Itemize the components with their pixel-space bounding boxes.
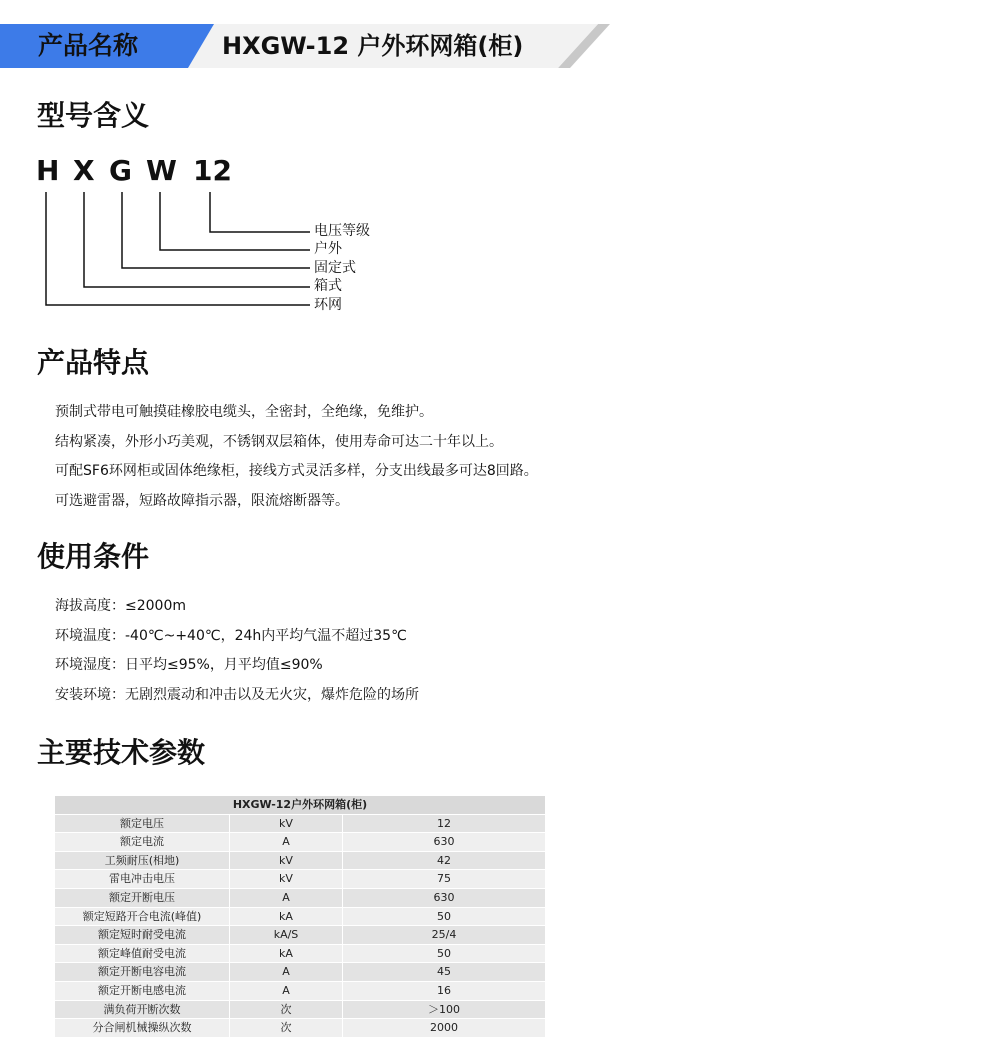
- table-row: [55, 888, 545, 907]
- spec-unit: kA/S: [230, 926, 343, 945]
- spec-param-name: 额定短路开合电流(峰值): [55, 907, 230, 926]
- model-letter-w: W: [146, 154, 177, 187]
- spec-unit: kV: [230, 870, 343, 889]
- spec-param-name: 额定开断电感电流: [55, 981, 230, 1000]
- specs-title: 主要技术参数: [37, 736, 206, 769]
- meaning-outdoor: 户外: [314, 241, 342, 257]
- model-letter-h: H: [36, 154, 60, 187]
- spec-value: 50: [343, 907, 546, 926]
- conditions-title: 使用条件: [37, 540, 150, 573]
- spec-table-title: HXGW-12户外环网箱(柜): [55, 796, 545, 814]
- spec-param-name: 额定峰值耐受电流: [55, 944, 230, 963]
- model-diagram: [0, 150, 420, 325]
- product-name-banner: [0, 24, 610, 68]
- model-letter-12: 12: [193, 154, 232, 187]
- spec-unit: A: [230, 888, 343, 907]
- spec-unit: 次: [230, 1000, 343, 1019]
- spec-param-name: 满负荷开断次数: [55, 1000, 230, 1019]
- condition-item: 海拔高度：≤2000m: [55, 598, 186, 614]
- spec-unit: A: [230, 833, 343, 852]
- meaning-fixed: 固定式: [314, 260, 356, 276]
- spec-value: 50: [343, 944, 546, 963]
- features-list: [55, 398, 538, 516]
- model-letter-g: G: [109, 154, 132, 187]
- connector-fixed: [122, 192, 310, 268]
- spec-unit: kA: [230, 907, 343, 926]
- spec-param-name: 额定短时耐受电流: [55, 926, 230, 945]
- banner-product-name: HXGW-12 户外环网箱(柜): [222, 32, 524, 60]
- spec-unit: kA: [230, 944, 343, 963]
- connector-outdoor: [160, 192, 310, 250]
- spec-param-name: 额定电压: [55, 814, 230, 833]
- spec-value: 16: [343, 981, 546, 1000]
- meaning-box-type: 箱式: [314, 278, 342, 294]
- spec-table: [55, 796, 545, 1038]
- table-row: [55, 1000, 545, 1019]
- spec-unit: A: [230, 981, 343, 1000]
- spec-unit: kV: [230, 851, 343, 870]
- spec-param-name: 工频耐压(相地): [55, 851, 230, 870]
- banner-label: 产品名称: [38, 31, 139, 60]
- feature-item: 结构紧凑，外形小巧美观，不锈钢双层箱体，使用寿命可达二十年以上。: [55, 433, 503, 450]
- spec-value: 2000: [343, 1019, 546, 1038]
- spec-value: 42: [343, 851, 546, 870]
- spec-param-name: 分合闸机械操纵次数: [55, 1019, 230, 1038]
- feature-item: 可配SF6环网柜或固体绝缘柜，接线方式灵活多样，分支出线最多可达8回路。: [55, 463, 538, 479]
- model-meaning-title: 型号含义: [37, 99, 150, 132]
- spec-value: 630: [343, 833, 546, 852]
- table-row: [55, 963, 545, 982]
- condition-item: 环境温度：-40℃~+40℃，24h内平均气温不超过35℃: [55, 627, 407, 644]
- connector-voltage-level: [210, 192, 310, 232]
- meaning-ring-main: 环网: [314, 297, 342, 313]
- table-row: [55, 814, 545, 833]
- conditions-list: [55, 592, 419, 710]
- model-letter-x: X: [73, 154, 95, 187]
- spec-param-name: 额定开断电压: [55, 888, 230, 907]
- connector-box: [84, 192, 310, 287]
- table-row: [55, 870, 545, 889]
- connector-ring-main: [46, 192, 310, 305]
- condition-item: 安装环境：无剧烈震动和冲击以及无火灾，爆炸危险的场所: [55, 686, 419, 703]
- spec-unit: A: [230, 963, 343, 982]
- table-row: [55, 944, 545, 963]
- spec-value: 75: [343, 870, 546, 889]
- table-row: [55, 926, 545, 945]
- spec-value: 25/4: [343, 926, 546, 945]
- spec-param-name: 雷电冲击电压: [55, 870, 230, 889]
- meaning-voltage-level: 电压等级: [314, 223, 370, 239]
- feature-item: 预制式带电可触摸硅橡胶电缆头，全密封，全绝缘，免维护。: [55, 404, 433, 420]
- table-row: [55, 907, 545, 926]
- spec-unit: 次: [230, 1019, 343, 1038]
- spec-value: ＞100: [343, 1000, 546, 1019]
- spec-param-name: 额定电流: [55, 833, 230, 852]
- spec-unit: kV: [230, 814, 343, 833]
- features-title: 产品特点: [37, 346, 150, 379]
- condition-item: 环境湿度：日平均≤95%，月平均值≤90%: [55, 657, 323, 673]
- feature-item: 可选避雷器，短路故障指示器，限流熔断器等。: [55, 492, 349, 509]
- spec-value: 12: [343, 814, 546, 833]
- table-row: [55, 1019, 545, 1038]
- spec-value: 630: [343, 888, 546, 907]
- table-row: [55, 833, 545, 852]
- spec-table-header: [55, 796, 545, 814]
- spec-param-name: 额定开断电容电流: [55, 963, 230, 982]
- table-row: [55, 981, 545, 1000]
- spec-value: 45: [343, 963, 546, 982]
- table-row: [55, 851, 545, 870]
